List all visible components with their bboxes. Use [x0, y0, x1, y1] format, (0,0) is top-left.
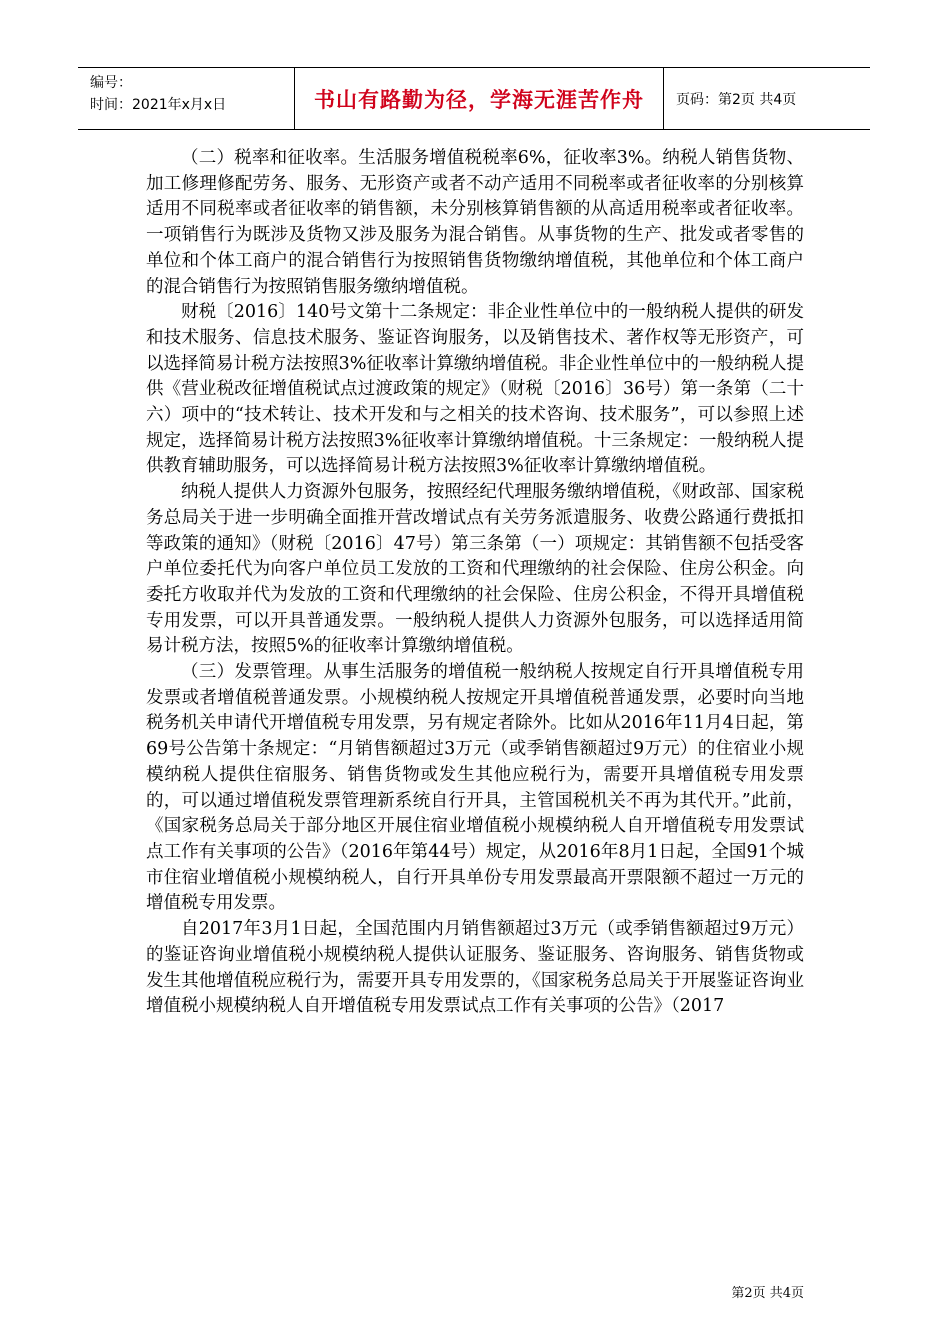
page-footer: 第2页 共4页 [731, 1286, 804, 1301]
header-page-number: 页码：第2页 共4页 [676, 91, 797, 108]
paragraph: （二）税率和征收率。生活服务增值税税率6%，征收率3%。纳税人销售货物、加工修理修配劳务、服务、无形资产或者不动产适用不同税率或者征收率的分别核算适用不同税率或者征收率的销售额，未分别核算销售额的从高适用税率或者征收率。一项销售行为既涉及货物又涉及服务为混合销售。从事货物的生产、批发或者零售的单位和个体工商户的混合销售行为按照销售货物缴纳增值税，其他单位和个体工商户的混合销售行为按照销售服务缴纳增值税。 [146, 148, 804, 297]
doc-code-label: 编号： [90, 75, 132, 91]
paragraph: （三）发票管理。从事生活服务的增值税一般纳税人按规定自行开具增值税专用发票或者增值税普通发票。小规模纳税人按规定开具增值税普通发票，必要时向当地税务机关申请代开增值税专用发票，另有规定者除外。比如从2016年11月4日起，第69号公告第十条规定：“月销售额超过3万元（或季销售额超过9万元）的住宿业小规模纳税人提供住宿服务、销售货物或发生其他应税行为，需要开具增值税专用发票的，可以通过增值税发票管理新系统自行开具，主管国税机关不再为其代开。”此前，《国家税务总局关于部分地区开展住宿业增值税小规模纳税人自开增值税专用发票试点工作有关事项的公告》（2016年第44号）规定，从2016年8月1日起，全国91个城市住宿业增值税小规模纳税人，自行开具单份专用发票最高开票限额不超过一万元的增值税专用发票。 [146, 662, 804, 914]
paragraph: 自2017年3月1日起，全国范围内月销售额超过3万元（或季销售额超过9万元）的鉴证咨询业增值税小规模纳税人提供认证服务、鉴证服务、咨询服务、销售货物或发生其他增值税应税行为，需要开具专用发票的，《国家税务总局关于开展鉴证咨询业增值税小规模纳税人自开增值税专用发票试点工作有关事项的公告》（2017 [146, 919, 804, 1017]
page-header [78, 67, 870, 130]
header-meta [78, 68, 295, 129]
document-body [146, 146, 804, 1020]
doc-date-label: 时间：2021年x月x日 [90, 97, 227, 113]
header-motto: 书山有路勤为径，学海无涯苦作舟 [295, 68, 664, 129]
paragraph: 财税〔2016〕140号文第十二条规定：非企业性单位中的一般纳税人提供的研发和技术服务、信息技术服务、鉴证咨询服务，以及销售技术、著作权等无形资产，可以选择简易计税方法按照3%征收率计算缴纳增值税。非企业性单位中的一般纳税人提供《营业税改征增值税试点过渡政策的规定》（财税〔2016〕36号）第一条第（二十六）项中的“技术转让、技术开发和与之相关的技术咨询、技术服务”，可以参照上述规定，选择简易计税方法按照3%征收率计算缴纳增值税。十三条规定：一般纳税人提供教育辅助服务，可以选择简易计税方法按照3%征收率计算缴纳增值税。 [146, 302, 804, 477]
paragraph: 纳税人提供人力资源外包服务，按照经纪代理服务缴纳增值税，《财政部、国家税务总局关于进一步明确全面推开营改增试点有关劳务派遣服务、收费公路通行费抵扣等政策的通知》（财税〔2016〕47号）第三条第（一）项规定：其销售额不包括受客户单位委托代为向客户单位员工发放的工资和代理缴纳的社会保险、住房公积金。向委托方收取并代为发放的工资和代理缴纳的社会保险、住房公积金，不得开具增值税专用发票，可以开具普通发票。一般纳税人提供人力资源外包服务，可以选择适用简易计税方法，按照5%的征收率计算缴纳增值税。 [146, 482, 804, 657]
